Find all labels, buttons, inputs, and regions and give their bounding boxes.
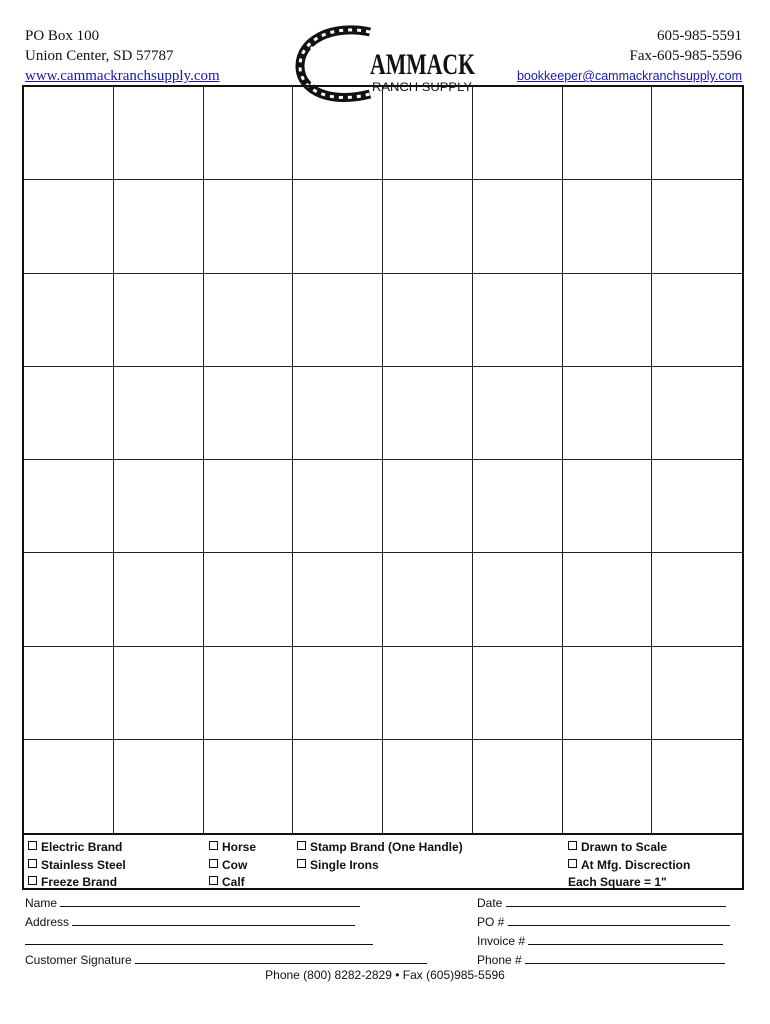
grid-square[interactable] bbox=[473, 367, 563, 460]
grid-square[interactable] bbox=[204, 647, 294, 740]
grid-square[interactable] bbox=[204, 87, 294, 180]
grid-square[interactable] bbox=[383, 740, 473, 833]
grid-square[interactable] bbox=[652, 87, 742, 180]
grid-square[interactable] bbox=[293, 180, 383, 273]
grid-square[interactable] bbox=[114, 367, 204, 460]
date-field[interactable]: Date bbox=[477, 894, 730, 913]
option-single-irons[interactable]: Single Irons bbox=[297, 857, 463, 875]
grid-square[interactable] bbox=[652, 367, 742, 460]
grid-square[interactable] bbox=[24, 87, 114, 180]
company-address bbox=[25, 26, 220, 86]
scale-note: Each Square = 1" bbox=[568, 875, 667, 889]
grid-square[interactable] bbox=[563, 740, 653, 833]
grid-square[interactable] bbox=[383, 274, 473, 367]
checkbox-icon[interactable] bbox=[568, 859, 577, 868]
grid-square[interactable] bbox=[24, 367, 114, 460]
grid-square[interactable] bbox=[204, 180, 294, 273]
option-horse[interactable]: Horse bbox=[209, 839, 256, 857]
grid-square[interactable] bbox=[114, 460, 204, 553]
address-line-1: PO Box 100 bbox=[25, 28, 100, 44]
grid-square[interactable] bbox=[24, 180, 114, 273]
email-link[interactable]: bookkeeper@cammackranchsupply.com bbox=[516, 69, 742, 83]
option-electric-brand[interactable]: Electric Brand bbox=[28, 839, 126, 857]
grid-square[interactable] bbox=[383, 367, 473, 460]
brand-type-options bbox=[28, 839, 126, 892]
grid-square[interactable] bbox=[114, 553, 204, 646]
grid-square[interactable] bbox=[473, 460, 563, 553]
grid-square[interactable] bbox=[383, 647, 473, 740]
website-link[interactable]: www.cammackranchsupply.com bbox=[25, 68, 220, 84]
checkbox-icon[interactable] bbox=[568, 841, 577, 850]
checkbox-icon[interactable] bbox=[209, 876, 218, 885]
grid-square[interactable] bbox=[293, 460, 383, 553]
grid-square[interactable] bbox=[473, 740, 563, 833]
fax-number: Fax-605-985-5596 bbox=[629, 48, 742, 64]
phone-number-field[interactable]: Phone # bbox=[477, 951, 730, 970]
grid-square[interactable] bbox=[383, 87, 473, 180]
grid-square[interactable] bbox=[293, 647, 383, 740]
grid-square[interactable] bbox=[563, 553, 653, 646]
grid-square[interactable] bbox=[563, 274, 653, 367]
checkbox-icon[interactable] bbox=[297, 841, 306, 850]
name-field[interactable]: Name bbox=[25, 894, 427, 913]
animal-options bbox=[209, 839, 256, 892]
grid-square[interactable] bbox=[563, 180, 653, 273]
grid-square[interactable] bbox=[383, 460, 473, 553]
grid-square[interactable] bbox=[563, 87, 653, 180]
scale-options bbox=[568, 839, 690, 892]
grid-square[interactable] bbox=[473, 180, 563, 273]
grid-square[interactable] bbox=[24, 274, 114, 367]
grid-square[interactable] bbox=[652, 647, 742, 740]
checkbox-icon[interactable] bbox=[28, 876, 37, 885]
grid-square[interactable] bbox=[204, 460, 294, 553]
grid-square[interactable] bbox=[204, 274, 294, 367]
grid-square[interactable] bbox=[652, 180, 742, 273]
logo-sub-text: RANCH SUPPLY bbox=[372, 80, 472, 94]
company-contact bbox=[517, 26, 742, 86]
option-freeze-brand[interactable]: Freeze Brand bbox=[28, 874, 126, 892]
grid-square[interactable] bbox=[204, 740, 294, 833]
grid-square[interactable] bbox=[652, 460, 742, 553]
grid-square[interactable] bbox=[24, 647, 114, 740]
grid-square[interactable] bbox=[24, 740, 114, 833]
option-mfg-discretion[interactable]: At Mfg. Discrection bbox=[568, 857, 690, 875]
option-calf[interactable]: Calf bbox=[209, 874, 256, 892]
grid-square[interactable] bbox=[473, 274, 563, 367]
option-stainless-steel[interactable]: Stainless Steel bbox=[28, 857, 126, 875]
order-fields bbox=[477, 894, 730, 970]
grid-square[interactable] bbox=[652, 740, 742, 833]
address-field[interactable]: Address bbox=[25, 913, 427, 932]
checkbox-icon[interactable] bbox=[209, 841, 218, 850]
grid-square[interactable] bbox=[204, 553, 294, 646]
invoice-number-field[interactable]: Invoice # bbox=[477, 932, 730, 951]
grid-square[interactable] bbox=[563, 460, 653, 553]
grid-square[interactable] bbox=[114, 740, 204, 833]
logo-main-text: AMMACK bbox=[370, 48, 476, 81]
iron-options bbox=[297, 839, 463, 874]
option-stamp-brand[interactable]: Stamp Brand (One Handle) bbox=[297, 839, 463, 857]
grid-square[interactable] bbox=[114, 647, 204, 740]
grid-square[interactable] bbox=[114, 180, 204, 273]
grid-square[interactable] bbox=[293, 274, 383, 367]
grid-square[interactable] bbox=[473, 553, 563, 646]
grid-square[interactable] bbox=[383, 553, 473, 646]
address-line-2-field[interactable] bbox=[25, 932, 427, 951]
checkbox-icon[interactable] bbox=[28, 859, 37, 868]
footer-contact: Phone (800) 8282-2829 • Fax (605)985-5596 bbox=[265, 968, 505, 982]
grid-square[interactable] bbox=[24, 553, 114, 646]
grid-square[interactable] bbox=[652, 553, 742, 646]
po-number-field[interactable]: PO # bbox=[477, 913, 730, 932]
option-drawn-to-scale[interactable]: Drawn to Scale bbox=[568, 839, 690, 857]
checkbox-icon[interactable] bbox=[297, 859, 306, 868]
grid-square[interactable] bbox=[293, 367, 383, 460]
grid-square[interactable] bbox=[563, 647, 653, 740]
option-cow[interactable]: Cow bbox=[209, 857, 256, 875]
grid-square[interactable] bbox=[473, 87, 563, 180]
brand-options-box bbox=[22, 835, 744, 890]
grid-square[interactable] bbox=[383, 180, 473, 273]
grid-square[interactable] bbox=[24, 460, 114, 553]
grid-square[interactable] bbox=[652, 274, 742, 367]
grid-square[interactable] bbox=[114, 87, 204, 180]
address-line-2: Union Center, SD 57787 bbox=[25, 48, 174, 64]
grid-square[interactable] bbox=[114, 274, 204, 367]
grid-square[interactable] bbox=[293, 740, 383, 833]
grid-square[interactable] bbox=[204, 367, 294, 460]
phone-number: 605-985-5591 bbox=[657, 28, 742, 44]
grid-square[interactable] bbox=[293, 553, 383, 646]
checkbox-icon[interactable] bbox=[28, 841, 37, 850]
checkbox-icon[interactable] bbox=[209, 859, 218, 868]
grid-square[interactable] bbox=[563, 367, 653, 460]
grid-square[interactable] bbox=[293, 87, 383, 180]
customer-fields bbox=[25, 894, 427, 970]
grid-square[interactable] bbox=[473, 647, 563, 740]
customer-signature-field[interactable]: Customer Signature bbox=[25, 951, 427, 970]
brand-drawing-grid[interactable] bbox=[22, 85, 744, 835]
